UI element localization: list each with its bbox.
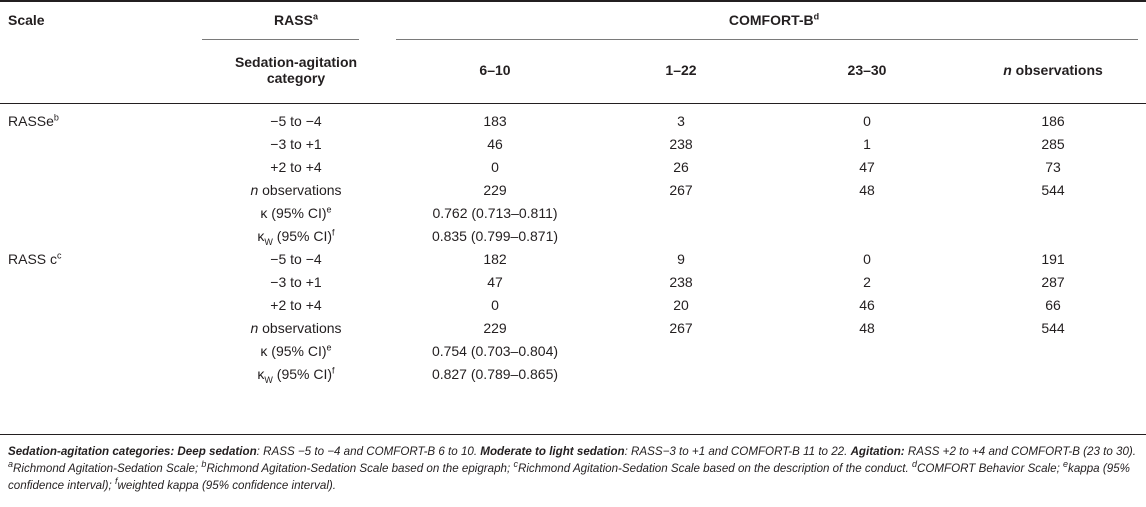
table-row [0, 178, 1146, 201]
cell-1-22: 267 [669, 319, 693, 336]
table-row [0, 270, 1146, 293]
empty-cell [774, 224, 960, 247]
footnote-sup-e: e [1063, 459, 1069, 470]
empty-cell [588, 339, 774, 362]
wkappa-value: 0.827 (0.789–0.865) [431, 365, 559, 382]
data-table [0, 1, 1146, 385]
kappa-sup: e [326, 203, 332, 214]
group-scale-text: RASSe [8, 112, 54, 129]
empty-cell [960, 362, 1146, 385]
table-row [0, 101, 1146, 132]
cell-n: 191 [1041, 250, 1065, 267]
row-category [190, 316, 402, 339]
table-row [0, 224, 1146, 247]
cell-n: 544 [1041, 181, 1065, 198]
cell-6-10: 0 [491, 296, 499, 313]
cell-6-10: 229 [483, 181, 507, 198]
header-comfort-label: COMFORT-B [728, 12, 814, 28]
wkappa-sup: f [332, 226, 335, 237]
footnote-text-d: COMFORT Behavior Scale; [916, 462, 1064, 475]
table-row [0, 201, 1146, 224]
kappa-sup: e [326, 341, 332, 352]
row-category: +2 to +4 [270, 296, 322, 313]
group-scale-sup: c [57, 249, 62, 260]
header-comfort [402, 1, 1146, 39]
cell-1-22: 267 [669, 181, 693, 198]
footnote-bold-1: Sedation-agitation categories: Deep sedation [8, 445, 257, 458]
cell-6-10: 0 [491, 158, 499, 175]
row-category [190, 178, 402, 201]
wkappa-rest: (95% CI) [272, 365, 333, 382]
header-col-23-30-label: 23–30 [847, 62, 887, 78]
empty-cell [0, 270, 190, 293]
table-row [0, 293, 1146, 316]
cell-23-30: 2 [863, 273, 871, 290]
empty-cell [774, 201, 960, 224]
cell-6-10: 183 [483, 112, 507, 129]
footnote-text-b: Richmond Agitation-Sedation Scale based on the epigraph; [206, 462, 514, 475]
empty-cell [0, 201, 190, 224]
wkappa-rest: (95% CI) [272, 227, 333, 244]
cell-6-10: 182 [483, 250, 507, 267]
cell-1-22: 3 [677, 112, 685, 129]
footnote-sup-b: b [201, 459, 207, 470]
cell-1-22: 238 [669, 273, 693, 290]
footnote-bold-5: Agitation: [850, 445, 905, 458]
header-scale [0, 1, 190, 39]
group-scale-label [0, 101, 190, 132]
empty-cell [0, 178, 190, 201]
empty-cell [588, 362, 774, 385]
kappa-label: κ (95% CI) [260, 342, 327, 359]
header-col-1-22 [588, 39, 774, 101]
footnote-sup-c: c [513, 459, 518, 470]
header-scale-label: Scale [8, 12, 45, 28]
footnote-text-c: Richmond Agitation-Sedation Scale based on the description of the conduct. [517, 462, 912, 475]
cell-23-30: 1 [863, 135, 871, 152]
table-row [0, 362, 1146, 385]
cell-6-10: 46 [487, 135, 503, 152]
footnote-bold-3: Moderate to light sedation [480, 445, 625, 458]
cell-23-30: 48 [859, 319, 875, 336]
row-category: −3 to +1 [270, 273, 322, 290]
group-scale-text: RASS c [8, 250, 58, 267]
n-italic: n [250, 181, 259, 198]
table-footnote [8, 443, 1140, 494]
footnote-sup-d: d [911, 459, 917, 470]
cell-1-22: 9 [677, 250, 685, 267]
n-italic: n [250, 319, 259, 336]
empty-cell [0, 316, 190, 339]
empty-cell [960, 339, 1146, 362]
cell-n: 186 [1041, 112, 1065, 129]
kappa-value: 0.754 (0.703–0.804) [431, 342, 559, 359]
header-comfort-sup: d [813, 11, 820, 22]
cell-1-22: 238 [669, 135, 693, 152]
row-category [190, 201, 402, 224]
header-col-1-22-label: 1–22 [665, 62, 697, 78]
wkappa-sup: f [332, 364, 335, 375]
row-category: −3 to +1 [270, 135, 322, 152]
empty-cell [588, 201, 774, 224]
footnote-text-e: kappa (95% confidence interval); [8, 462, 1130, 492]
row-category [190, 362, 402, 385]
cell-n: 544 [1041, 319, 1065, 336]
header-row-2 [0, 39, 1146, 101]
footnote-text-f: weighted kappa (95% confidence interval). [117, 479, 336, 492]
row-category: −5 to −4 [270, 250, 322, 267]
wkappa-k: κ [257, 227, 265, 244]
footnote-sup-a: a [8, 459, 14, 470]
empty-cell [588, 224, 774, 247]
row-category: +2 to +4 [270, 158, 322, 175]
kappa-value: 0.762 (0.713–0.811) [432, 204, 558, 221]
footnote-text-6: RASS +2 to +4 and COMFORT-B (23 to 30). [904, 445, 1136, 458]
empty-cell [0, 224, 190, 247]
empty-cell [0, 155, 190, 178]
header-col-n-rest: observations [1011, 62, 1103, 78]
footnote-text-4: : RASS−3 to +1 and COMFORT-B 11 to 22. [624, 445, 851, 458]
header-rass-label: RASS [274, 12, 313, 28]
footnote-text-2: : RASS −5 to −4 and COMFORT-B 6 to 10. [256, 445, 481, 458]
cell-23-30: 47 [859, 158, 875, 175]
empty-cell [0, 339, 190, 362]
empty-cell [0, 293, 190, 316]
wkappa-sub: W [264, 236, 273, 247]
header-category [190, 39, 402, 101]
header-col-n [960, 39, 1146, 101]
cell-23-30: 0 [863, 250, 871, 267]
cell-n: 66 [1045, 296, 1061, 313]
header-col-6-10-label: 6–10 [479, 62, 511, 78]
header-rass [190, 1, 402, 39]
group-scale-sup: b [53, 111, 59, 122]
empty-cell [774, 339, 960, 362]
wkappa-sub: W [264, 374, 273, 385]
empty-cell [960, 201, 1146, 224]
header-category-label: Sedation-agitation category [234, 54, 358, 86]
table-row [0, 316, 1146, 339]
row-category: −5 to −4 [270, 112, 322, 129]
cell-23-30: 48 [859, 181, 875, 198]
header-col-6-10 [402, 39, 588, 101]
header-col-n-italic: n [1003, 62, 1012, 78]
empty-cell [0, 362, 190, 385]
header-col-23-30 [774, 39, 960, 101]
row-category [190, 339, 402, 362]
empty-cell [0, 132, 190, 155]
table-bottom-rule [0, 434, 1146, 435]
table-row [0, 132, 1146, 155]
cell-23-30: 46 [859, 296, 875, 313]
data-table-wrapper [0, 1, 1146, 385]
cell-6-10: 47 [487, 273, 503, 290]
group-scale-label [0, 247, 190, 270]
header-rass-sup: a [312, 11, 318, 22]
row-category [190, 224, 402, 247]
n-rest: observations [258, 319, 342, 336]
cell-23-30: 0 [863, 112, 871, 129]
header-empty [0, 39, 190, 101]
cell-n: 287 [1041, 273, 1065, 290]
cell-1-22: 20 [673, 296, 689, 313]
table-row [0, 339, 1146, 362]
empty-cell [774, 362, 960, 385]
footnote-sup-f: f [114, 476, 118, 487]
wkappa-k: κ [257, 365, 265, 382]
cell-6-10: 229 [483, 319, 507, 336]
cell-1-22: 26 [673, 158, 689, 175]
cell-n: 285 [1041, 135, 1065, 152]
cell-n: 73 [1045, 158, 1061, 175]
n-rest: observations [258, 181, 342, 198]
header-row-1 [0, 1, 1146, 39]
table-row [0, 247, 1146, 270]
kappa-label: κ (95% CI) [260, 204, 327, 221]
footnote-text-a: Richmond Agitation-Sedation Scale; [13, 462, 202, 475]
wkappa-value: 0.835 (0.799–0.871) [431, 227, 559, 244]
table-row [0, 155, 1146, 178]
empty-cell [960, 224, 1146, 247]
